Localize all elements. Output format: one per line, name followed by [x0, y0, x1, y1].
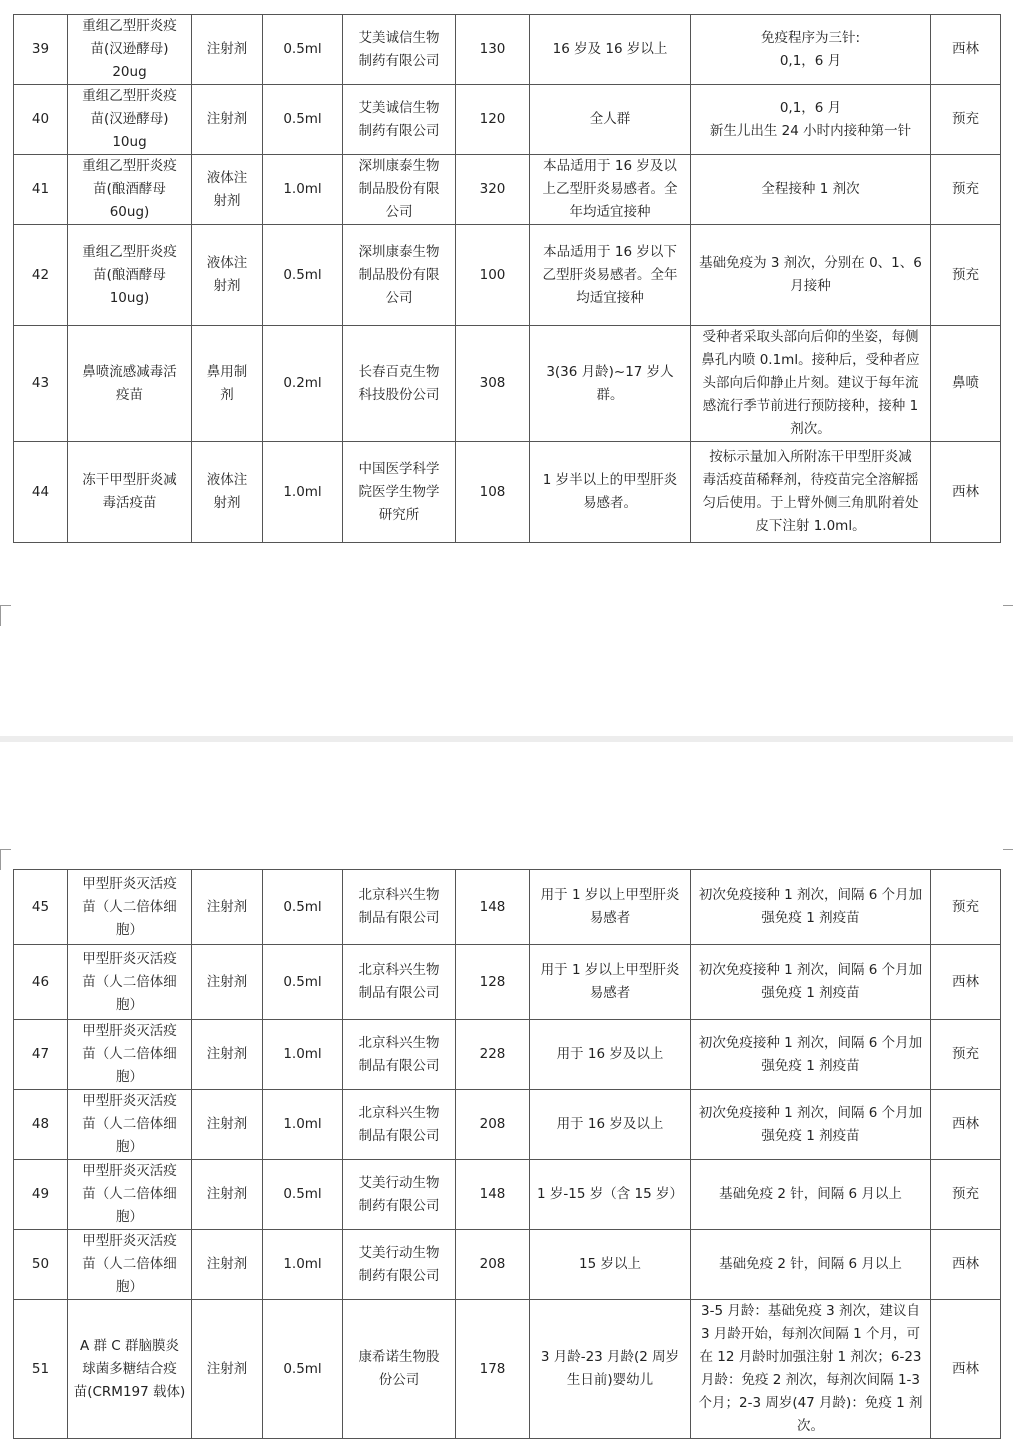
manufacturer-cell: 艾美诚信生物 制药有限公司: [343, 85, 456, 155]
target-group-cell: 15 岁以上: [530, 1230, 691, 1300]
row-number-cell: 43: [14, 326, 68, 442]
page-corner-mark: [1003, 605, 1013, 626]
dosage-form-cell: 注射剂: [192, 870, 263, 945]
price-cell: 130: [456, 15, 530, 85]
dose-cell: 0.2ml: [263, 326, 343, 442]
row-number-cell: 48: [14, 1090, 68, 1160]
schedule-cell: 0,1，6 月 新生儿出生 24 小时内接种第一针: [691, 85, 931, 155]
dosage-form-cell: 注射剂: [192, 1160, 263, 1230]
manufacturer-cell: 北京科兴生物 制品有限公司: [343, 1020, 456, 1090]
target-group-cell: 1 岁半以上的甲型肝炎 易感者。: [530, 442, 691, 543]
manufacturer-cell: 中国医学科学 院医学生物学 研究所: [343, 442, 456, 543]
price-cell: 148: [456, 870, 530, 945]
row-number-cell: 49: [14, 1160, 68, 1230]
vaccine-name-cell: 重组乙型肝炎疫 苗(汉逊酵母) 20ug: [68, 15, 192, 85]
package-type-cell: 西林: [931, 442, 1001, 543]
row-number-cell: 46: [14, 945, 68, 1020]
manufacturer-cell: 长春百克生物 科技股份公司: [343, 326, 456, 442]
vaccine-name-cell: 甲型肝炎灭活疫 苗（人二倍体细 胞）: [68, 945, 192, 1020]
manufacturer-cell: 艾美行动生物 制药有限公司: [343, 1230, 456, 1300]
dosage-form-cell: 液体注 射剂: [192, 442, 263, 543]
price-cell: 108: [456, 442, 530, 543]
dose-cell: 0.5ml: [263, 1300, 343, 1439]
package-type-cell: 西林: [931, 945, 1001, 1020]
price-cell: 100: [456, 225, 530, 326]
vaccine-name-cell: 重组乙型肝炎疫 苗(酿酒酵母 60ug): [68, 155, 192, 225]
price-cell: 228: [456, 1020, 530, 1090]
dosage-form-cell: 注射剂: [192, 1300, 263, 1439]
vaccine-name-cell: A 群 C 群脑膜炎 球菌多糖结合疫 苗(CRM197 载体): [68, 1300, 192, 1439]
page-gap: [0, 736, 1013, 742]
schedule-cell: 3-5 月龄：基础免疫 3 剂次，建议自 3 月龄开始，每剂次间隔 1 个月，可 在 12 月龄时加强注射 1 剂次；6-23 月龄：免疫 2 剂次，每剂次间隔 1-3 个月；2-3 周岁(47 月龄)：免疫 1 剂 次。: [691, 1300, 931, 1439]
package-type-cell: 西林: [931, 1090, 1001, 1160]
package-type-cell: 预充: [931, 85, 1001, 155]
package-type-cell: 预充: [931, 1020, 1001, 1090]
vaccine-name-cell: 甲型肝炎灭活疫 苗（人二倍体细 胞）: [68, 1160, 192, 1230]
dose-cell: 0.5ml: [263, 870, 343, 945]
target-group-cell: 16 岁及 16 岁以上: [530, 15, 691, 85]
schedule-cell: 基础免疫 2 针，间隔 6 月以上: [691, 1230, 931, 1300]
row-number-cell: 44: [14, 442, 68, 543]
row-number-cell: 45: [14, 870, 68, 945]
schedule-cell: 全程接种 1 剂次: [691, 155, 931, 225]
target-group-cell: 用于 1 岁以上甲型肝炎 易感者: [530, 945, 691, 1020]
dosage-form-cell: 注射剂: [192, 1020, 263, 1090]
vaccine-name-cell: 甲型肝炎灭活疫 苗（人二倍体细 胞）: [68, 1020, 192, 1090]
table-body: [14, 15, 1001, 543]
package-type-cell: 鼻喷: [931, 326, 1001, 442]
target-group-cell: 3(36 月龄)~17 岁人群。: [530, 326, 691, 442]
price-cell: 208: [456, 1230, 530, 1300]
manufacturer-cell: 艾美诚信生物 制药有限公司: [343, 15, 456, 85]
manufacturer-cell: 北京科兴生物 制品有限公司: [343, 870, 456, 945]
package-type-cell: 西林: [931, 15, 1001, 85]
schedule-cell: 按标示量加入所附冻干甲型肝炎减 毒活疫苗稀释剂，待疫苗完全溶解摇 匀后使用。于上臂外侧三角肌附着处 皮下注射 1.0ml。: [691, 442, 931, 543]
vaccine-name-cell: 重组乙型肝炎疫 苗(汉逊酵母) 10ug: [68, 85, 192, 155]
row-number-cell: 41: [14, 155, 68, 225]
target-group-cell: 本品适用于 16 岁以下 乙型肝炎易感者。全年 均适宜接种: [530, 225, 691, 326]
table-row: [14, 1160, 1001, 1230]
schedule-cell: 初次免疫接种 1 剂次，间隔 6 个月加 强免疫 1 剂疫苗: [691, 870, 931, 945]
price-cell: 148: [456, 1160, 530, 1230]
dosage-form-cell: 注射剂: [192, 1090, 263, 1160]
target-group-cell: 本品适用于 16 岁及以 上乙型肝炎易感者。全 年均适宜接种: [530, 155, 691, 225]
table-row: [14, 326, 1001, 442]
row-number-cell: 51: [14, 1300, 68, 1439]
vaccine-name-cell: 重组乙型肝炎疫 苗(酿酒酵母 10ug): [68, 225, 192, 326]
schedule-cell: 受种者采取头部向后仰的坐姿，每侧 鼻孔内喷 0.1ml。接种后，受种者应 头部向后仰静止片刻。建议于每年流 感流行季节前进行预防接种，接种 1 剂次。: [691, 326, 931, 442]
row-number-cell: 40: [14, 85, 68, 155]
row-number-cell: 42: [14, 225, 68, 326]
manufacturer-cell: 艾美行动生物 制药有限公司: [343, 1160, 456, 1230]
table-row: [14, 15, 1001, 85]
vaccine-name-cell: 甲型肝炎灭活疫 苗（人二倍体细 胞）: [68, 1090, 192, 1160]
table-row: [14, 155, 1001, 225]
target-group-cell: 全人群: [530, 85, 691, 155]
vaccine-table-top: [13, 14, 1001, 543]
target-group-cell: 用于 16 岁及以上: [530, 1020, 691, 1090]
vaccine-table-bottom: [13, 869, 1001, 1439]
dose-cell: 0.5ml: [263, 945, 343, 1020]
dose-cell: 1.0ml: [263, 442, 343, 543]
schedule-cell: 初次免疫接种 1 剂次，间隔 6 个月加 强免疫 1 剂疫苗: [691, 945, 931, 1020]
target-group-cell: 用于 1 岁以上甲型肝炎 易感者: [530, 870, 691, 945]
dose-cell: 1.0ml: [263, 1020, 343, 1090]
page-corner-mark: [1003, 849, 1013, 870]
table-row: [14, 1020, 1001, 1090]
package-type-cell: 预充: [931, 870, 1001, 945]
schedule-cell: 初次免疫接种 1 剂次，间隔 6 个月加 强免疫 1 剂疫苗: [691, 1020, 931, 1090]
package-type-cell: 预充: [931, 155, 1001, 225]
page-corner-mark: [0, 605, 11, 626]
target-group-cell: 用于 16 岁及以上: [530, 1090, 691, 1160]
dose-cell: 0.5ml: [263, 225, 343, 326]
manufacturer-cell: 北京科兴生物 制品有限公司: [343, 1090, 456, 1160]
table-row: [14, 870, 1001, 945]
vaccine-name-cell: 甲型肝炎灭活疫 苗（人二倍体细 胞）: [68, 1230, 192, 1300]
target-group-cell: 3 月龄-23 月龄(2 周岁 生日前)婴幼儿: [530, 1300, 691, 1439]
schedule-cell: 初次免疫接种 1 剂次，间隔 6 个月加 强免疫 1 剂疫苗: [691, 1090, 931, 1160]
manufacturer-cell: 深圳康泰生物 制品股份有限 公司: [343, 225, 456, 326]
price-cell: 178: [456, 1300, 530, 1439]
dosage-form-cell: 注射剂: [192, 1230, 263, 1300]
table-row: [14, 85, 1001, 155]
vaccine-name-cell: 鼻喷流感减毒活 疫苗: [68, 326, 192, 442]
schedule-cell: 基础免疫 2 针，间隔 6 月以上: [691, 1160, 931, 1230]
dosage-form-cell: 液体注 射剂: [192, 155, 263, 225]
schedule-cell: 免疫程序为三针: 0,1，6 月: [691, 15, 931, 85]
dosage-form-cell: 鼻用制 剂: [192, 326, 263, 442]
dosage-form-cell: 注射剂: [192, 15, 263, 85]
manufacturer-cell: 深圳康泰生物 制品股份有限 公司: [343, 155, 456, 225]
price-cell: 128: [456, 945, 530, 1020]
page-corner-mark: [0, 849, 11, 870]
row-number-cell: 47: [14, 1020, 68, 1090]
target-group-cell: 1 岁-15 岁（含 15 岁）: [530, 1160, 691, 1230]
table-row: [14, 1300, 1001, 1439]
dose-cell: 1.0ml: [263, 155, 343, 225]
table-row: [14, 1090, 1001, 1160]
price-cell: 208: [456, 1090, 530, 1160]
schedule-cell: 基础免疫为 3 剂次，分别在 0、1、6 月接种: [691, 225, 931, 326]
table-row: [14, 1230, 1001, 1300]
manufacturer-cell: 康希诺生物股 份公司: [343, 1300, 456, 1439]
dose-cell: 0.5ml: [263, 15, 343, 85]
dosage-form-cell: 液体注 射剂: [192, 225, 263, 326]
vaccine-name-cell: 冻干甲型肝炎减 毒活疫苗: [68, 442, 192, 543]
price-cell: 308: [456, 326, 530, 442]
row-number-cell: 50: [14, 1230, 68, 1300]
dose-cell: 1.0ml: [263, 1090, 343, 1160]
table-row: [14, 442, 1001, 543]
table-row: [14, 225, 1001, 326]
dosage-form-cell: 注射剂: [192, 945, 263, 1020]
package-type-cell: 西林: [931, 1230, 1001, 1300]
price-cell: 320: [456, 155, 530, 225]
package-type-cell: 预充: [931, 225, 1001, 326]
table-body: [14, 870, 1001, 1439]
package-type-cell: 西林: [931, 1300, 1001, 1439]
dose-cell: 1.0ml: [263, 1230, 343, 1300]
table-row: [14, 945, 1001, 1020]
package-type-cell: 预充: [931, 1160, 1001, 1230]
dose-cell: 0.5ml: [263, 1160, 343, 1230]
dose-cell: 0.5ml: [263, 85, 343, 155]
dosage-form-cell: 注射剂: [192, 85, 263, 155]
manufacturer-cell: 北京科兴生物 制品有限公司: [343, 945, 456, 1020]
vaccine-name-cell: 甲型肝炎灭活疫 苗（人二倍体细 胞）: [68, 870, 192, 945]
row-number-cell: 39: [14, 15, 68, 85]
price-cell: 120: [456, 85, 530, 155]
